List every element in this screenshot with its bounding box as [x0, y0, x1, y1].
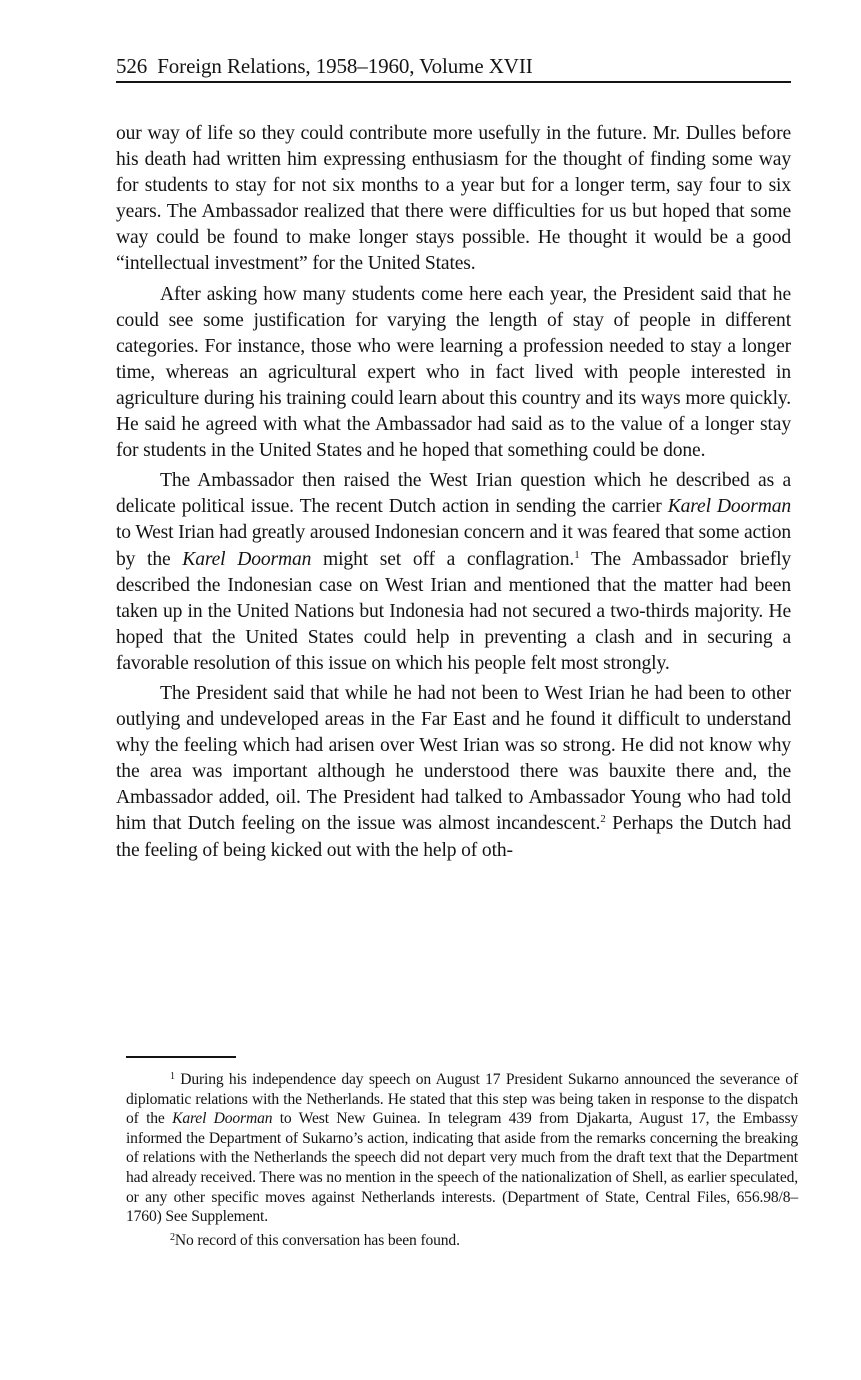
running-head — [116, 52, 791, 83]
paragraph-3 — [116, 468, 791, 677]
body-text — [116, 121, 791, 864]
footnote-2-text: No record of this conversation has been found. — [174, 1231, 460, 1249]
footnote-1-text-a: During his independence day speech on August 17 President Sukarno announced the severance of diplomatic relations with the Netherlands. He stated that this step was being taken in response to the dispatch of the — [126, 1071, 798, 1128]
paragraph-3-text-c: might set off a conflagration. — [311, 548, 575, 570]
ship-name: Karel Doorman — [172, 1110, 273, 1128]
paragraph-3-text-b: to West Irian had greatly aroused Indonesian concern and it was feared that some action by the — [116, 522, 791, 570]
paragraph-4-text-b: Perhaps the Dutch had the feeling of being kicked out with the help of oth- — [116, 813, 791, 861]
paragraph-2: After asking how many students come here each year, the President said that he could see some justification for varying the length of stay of people in different categories. For instance, those who were learning a profession needed to stay a longer time, whereas an agricultural expert who in fact lived with people interested in agriculture during his training could learn about this country and its ways more quickly. He said he agreed with what the Ambassador had said as to the value of a longer stay for students in the United States and he hoped that something could be done. — [116, 283, 791, 462]
ship-name: Karel Doorman — [667, 496, 791, 518]
footnote-2 — [126, 1231, 798, 1251]
paragraph-1: our way of life so they could contribute more usefully in the future. Mr. Dulles before his death had written him expressing enthusiasm for the thought of finding some way for students to stay for not six months to a year but for a longer term, say four to six years. The Ambassador realized that there were difficulties for us but hoped that some way could be found to make longer stays possible. He thought it would be a good “intellectual investment” for the United States. — [116, 123, 791, 275]
footnote-1 — [126, 1070, 798, 1227]
document-page — [116, 52, 799, 1249]
paragraph-3-text-a: The Ambassador then raised the West Irian question which he described as a delicate political issue. The recent Dutch action in sending the carrier — [116, 470, 791, 518]
footnote-1-text-b: to West New Guinea. In telegram 439 from Djakarta, August 17, the Embassy informed the Department of Sukarno’s action, indicating that aside from the remarks concerning the breaking of relations with the Netherlands the speech did not depart very much from the draft text that the Department had already received. There was no mention in the speech of the nationalization of Shell, as earlier speculated, or any other specific moves against Netherlands interests. (Department of State, Central Files, 656.98/8–1760) See Supplement. — [126, 1110, 799, 1226]
footnotes — [126, 1070, 798, 1250]
volume-title: Foreign Relations, 1958–1960, Volume XVII — [157, 54, 533, 78]
ship-name: Karel Doorman — [182, 548, 312, 570]
footnote-ref-2: 2 — [600, 813, 606, 826]
footnote-1-number: 1 — [170, 1071, 175, 1082]
footnote-ref-1: 1 — [574, 548, 580, 561]
footnote-divider — [126, 1056, 236, 1058]
paragraph-4 — [116, 681, 791, 864]
page-number: 526 — [116, 54, 148, 78]
paragraph-4-text-a: The President said that while he had not been to West Irian he had been to other outlying and undeveloped areas in the Far East and he found it difficult to understand why the feeling which had arisen over West Irian was so strong. He did not know why the area was important although he understood there was bauxite there and, the Ambassador added, oil. The President had talked to Ambassador Young who had told him that Dutch feeling on the issue was almost incandescent. — [116, 682, 791, 835]
footnote-2-number: 2 — [170, 1231, 175, 1243]
paragraph-3-text-d: The Ambassador briefly described the Indonesian case on West Irian and mentioned that the matter had been taken up in the United Nations but Indonesia had not secured a two-thirds majority. He hoped that the United States could help in preventing a clash and in securing a favorable resolution of this issue on which his people felt most strongly. — [116, 548, 792, 674]
